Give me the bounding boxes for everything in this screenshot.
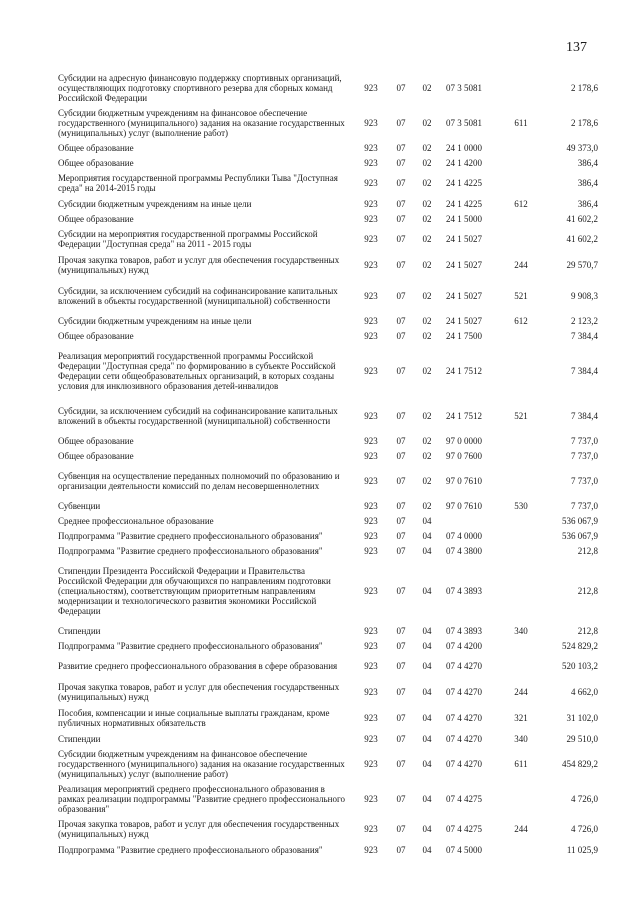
grbs-code: 923 (364, 157, 378, 168)
item-name: Развитие среднего профессионального образования в сфере образования (58, 661, 338, 671)
item-name: Субсидии бюджетным учреждениям на финансовое обеспечение государственного (муниципального) задания на оказание государственных (муниципальных) услуг (выполнение работ) (58, 748, 345, 779)
item-name: Субвенции (58, 500, 101, 511)
table-row (58, 226, 598, 252)
grbs-code: 923 (364, 117, 378, 128)
item-name: Стипендии Президента Российской Федерации и Правительства Российской Федерации для обучающихся по направлениям подготовки (специальностям), соответствующим приоритетным направлениям модернизации и технологического развития экономики Российской Федерации (58, 565, 331, 616)
expense-type-code (508, 70, 534, 105)
expense-type-code (508, 528, 534, 543)
section-code: 07 (396, 450, 406, 461)
section-code: 07 (396, 315, 406, 326)
budget-table (58, 70, 598, 857)
grbs-code: 923 (364, 365, 378, 376)
item-name: Субвенция на осуществление переданных полномочий по образованию и организации деятельности комиссий по делам несовершеннолетних (58, 470, 340, 491)
subsection-code: 02 (422, 82, 432, 93)
table-row (58, 842, 598, 857)
subsection-code: 02 (422, 260, 432, 270)
grbs-code: 923 (364, 178, 378, 188)
table-row (58, 398, 598, 433)
section-code: 07 (396, 530, 406, 541)
subsection-code: 04 (422, 824, 432, 834)
table-row (58, 543, 598, 558)
table-row (58, 70, 598, 105)
expense-type-code (508, 328, 534, 343)
table-row (58, 816, 598, 842)
target-article-code: 24 1 7512 (446, 365, 482, 376)
expense-type-code (508, 558, 534, 623)
target-article-code: 07 3 5081 (446, 82, 482, 93)
expense-type-code (508, 781, 534, 816)
expense-type-code (508, 226, 534, 252)
section-code: 07 (396, 142, 406, 153)
subsection-code: 02 (422, 142, 432, 153)
expense-type-code: 612 (514, 315, 528, 326)
item-name: Стипендии (58, 625, 101, 636)
grbs-code: 923 (364, 213, 378, 224)
section-code: 07 (396, 793, 406, 804)
grbs-code: 923 (364, 330, 378, 341)
target-article-code: 97 0 0000 (446, 435, 482, 446)
section-code: 07 (396, 365, 406, 376)
expense-type-code (508, 343, 534, 398)
subsection-code: 02 (422, 213, 432, 224)
table-row (58, 433, 598, 448)
section-code: 07 (396, 178, 406, 188)
section-code: 07 (396, 234, 406, 244)
grbs-code: 923 (364, 758, 378, 769)
subsection-code: 02 (422, 410, 432, 421)
subsection-code: 04 (422, 530, 432, 541)
table-row (58, 623, 598, 638)
item-name: Общее образование (58, 142, 134, 153)
expense-type-code: 321 (514, 713, 528, 723)
amount: 520 103,2 (562, 661, 598, 671)
item-name: Прочая закупка товаров, работ и услуг для обеспечения государственных (муниципальных) нужд (58, 255, 340, 275)
grbs-code: 923 (364, 315, 378, 326)
grbs-code: 923 (364, 733, 378, 744)
target-article-code: 24 1 5027 (446, 315, 482, 326)
grbs-code: 923 (364, 260, 378, 270)
item-name: Субсидии бюджетным учреждениям на иные цели (58, 315, 252, 326)
table-row (58, 313, 598, 328)
section-code: 07 (396, 661, 406, 671)
subsection-code: 02 (422, 500, 432, 511)
section-code: 07 (396, 198, 406, 209)
target-article-code: 24 1 4225 (446, 178, 482, 188)
section-code: 07 (396, 585, 406, 596)
section-code: 07 (396, 330, 406, 341)
expense-type-code (508, 140, 534, 155)
subsection-code: 04 (422, 585, 432, 596)
target-article-code: 24 1 4200 (446, 157, 482, 168)
subsection-code: 02 (422, 198, 432, 209)
section-code: 07 (396, 625, 406, 636)
table-row (58, 328, 598, 343)
amount: 2 123,2 (571, 315, 598, 326)
target-article-code: 07 3 5081 (446, 117, 482, 128)
expense-type-code (508, 433, 534, 448)
expense-type-code (508, 842, 534, 857)
target-article-code: 24 1 5000 (446, 213, 482, 224)
item-name: Мероприятия государственной программы Республики Тыва "Доступная среда" на 2014-2015 годы (58, 173, 338, 193)
subsection-code: 02 (422, 475, 432, 486)
grbs-code: 923 (364, 625, 378, 636)
table-row (58, 781, 598, 816)
section-code: 07 (396, 758, 406, 769)
subsection-code: 04 (422, 515, 432, 526)
subsection-code: 02 (422, 178, 432, 188)
section-code: 07 (396, 410, 406, 421)
subsection-code: 04 (422, 758, 432, 769)
expense-type-code: 611 (514, 117, 528, 128)
amount: 29 570,7 (566, 260, 598, 270)
amount: 7 737,0 (571, 475, 598, 486)
target-article-code: 24 1 0000 (446, 142, 482, 153)
item-name: Реализация мероприятий среднего профессионального образования в рамках реализации подпрограммы "Развитие среднего профессионального образования" (58, 783, 345, 814)
grbs-code: 923 (364, 687, 378, 697)
table-row (58, 679, 598, 705)
expense-type-code: 244 (514, 687, 528, 697)
subsection-code: 02 (422, 315, 432, 326)
subsection-code: 04 (422, 625, 432, 636)
section-code: 07 (396, 640, 406, 651)
item-name: Стипендии (58, 733, 101, 744)
amount: 212,8 (577, 585, 598, 596)
grbs-code: 923 (364, 450, 378, 461)
section-code: 07 (396, 515, 406, 526)
table-row (58, 448, 598, 463)
table-row (58, 105, 598, 140)
section-code: 07 (396, 260, 406, 270)
amount: 386,4 (577, 157, 598, 168)
expense-type-code (508, 211, 534, 226)
target-article-code: 07 4 4270 (446, 733, 482, 744)
expense-type-code: 521 (514, 410, 528, 421)
grbs-code: 923 (364, 661, 378, 671)
item-name: Общее образование (58, 330, 134, 341)
amount: 2 178,6 (571, 82, 598, 93)
subsection-code: 04 (422, 545, 432, 556)
table-row (58, 528, 598, 543)
item-name: Подпрограмма "Развитие среднего профессионального образования" (58, 844, 323, 855)
target-article-code: 07 4 4200 (446, 640, 482, 651)
amount: 29 510,0 (566, 733, 598, 744)
target-article-code: 07 4 3893 (446, 625, 482, 636)
subsection-code: 02 (422, 450, 432, 461)
section-code: 07 (396, 435, 406, 446)
target-article-code: 24 1 5027 (446, 260, 482, 270)
amount: 4 726,0 (571, 824, 598, 834)
grbs-code: 923 (364, 82, 378, 93)
section-code: 07 (396, 713, 406, 723)
subsection-code: 04 (422, 687, 432, 697)
target-article-code: 07 4 4270 (446, 687, 482, 697)
expense-type-code (508, 653, 534, 679)
target-article-code: 97 0 7610 (446, 500, 482, 511)
amount: 4 726,0 (571, 793, 598, 804)
grbs-code: 923 (364, 585, 378, 596)
subsection-code: 04 (422, 844, 432, 855)
item-name: Подпрограмма "Развитие среднего профессионального образования" (58, 530, 323, 541)
table-row (58, 252, 598, 278)
target-article-code: 07 4 5000 (446, 844, 482, 855)
amount: 31 102,0 (566, 713, 598, 723)
expense-type-code: 340 (514, 625, 528, 636)
amount: 7 737,0 (571, 435, 598, 446)
grbs-code: 923 (364, 640, 378, 651)
grbs-code: 923 (364, 234, 378, 244)
target-article-code: 24 1 7500 (446, 330, 482, 341)
table-row (58, 140, 598, 155)
amount: 7 384,4 (571, 365, 598, 376)
target-article-code: 24 1 4225 (446, 198, 482, 209)
table-row (58, 155, 598, 170)
section-code: 07 (396, 844, 406, 855)
item-name: Субсидии, за исключением субсидий на софинансирование капитальных вложений в объекты государственной (муниципальной) собственности (58, 285, 338, 306)
section-code: 07 (396, 824, 406, 834)
grbs-code: 923 (364, 545, 378, 556)
expense-type-code: 612 (514, 198, 528, 209)
target-article-code: 97 0 7610 (446, 475, 482, 486)
subsection-code: 02 (422, 117, 432, 128)
item-name: Субсидии бюджетным учреждениям на финансовое обеспечение государственного (муниципального) задания на оказание государственных (муниципальных) услуг (выполнение работ) (58, 107, 345, 138)
section-code: 07 (396, 290, 406, 301)
amount: 524 829,2 (562, 640, 598, 651)
section-code: 07 (396, 117, 406, 128)
table-row (58, 746, 598, 781)
target-article-code: 07 4 4275 (446, 793, 482, 804)
table-row (58, 705, 598, 731)
table-row (58, 463, 598, 498)
expense-type-code: 521 (514, 290, 528, 301)
expense-type-code: 611 (514, 758, 528, 769)
amount: 41 602,2 (566, 213, 598, 224)
item-name: Пособия, компенсации и иные социальные выплаты гражданам, кроме публичных нормативных обязательств (58, 708, 330, 728)
expense-type-code (508, 543, 534, 558)
grbs-code: 923 (364, 500, 378, 511)
target-article-code: 07 4 3893 (446, 585, 482, 596)
amount: 49 373,0 (566, 142, 598, 153)
amount: 7 384,4 (571, 410, 598, 421)
item-name: Общее образование (58, 213, 134, 224)
grbs-code: 923 (364, 793, 378, 804)
grbs-code: 923 (364, 290, 378, 301)
table-row (58, 196, 598, 211)
item-name: Субсидии бюджетным учреждениям на иные цели (58, 198, 252, 209)
expense-type-code (508, 463, 534, 498)
amount: 9 908,3 (571, 290, 598, 301)
subsection-code: 02 (422, 157, 432, 168)
amount: 386,4 (577, 198, 598, 209)
table-row (58, 558, 598, 623)
expense-type-code: 244 (514, 824, 528, 834)
item-name: Общее образование (58, 450, 134, 461)
table-row (58, 343, 598, 398)
subsection-code: 02 (422, 365, 432, 376)
item-name: Среднее профессиональное образование (58, 515, 214, 526)
amount: 536 067,9 (562, 515, 598, 526)
subsection-code: 04 (422, 661, 432, 671)
expense-type-code: 244 (514, 260, 528, 270)
subsection-code: 02 (422, 234, 432, 244)
grbs-code: 923 (364, 410, 378, 421)
expense-type-code (508, 638, 534, 653)
table-row (58, 278, 598, 313)
amount: 7 384,4 (571, 330, 598, 341)
section-code: 07 (396, 82, 406, 93)
subsection-code: 04 (422, 640, 432, 651)
item-name: Подпрограмма "Развитие среднего профессионального образования" (58, 640, 323, 651)
item-name: Прочая закупка товаров, работ и услуг для обеспечения государственных (муниципальных) нужд (58, 819, 340, 839)
grbs-code: 923 (364, 515, 378, 526)
expense-type-code: 530 (514, 500, 528, 511)
item-name: Субсидии на мероприятия государственной программы Российской Федерации "Доступная среда" на 2011 - 2015 годы (58, 229, 318, 249)
table-body (58, 70, 598, 857)
amount: 11 025,9 (566, 844, 598, 855)
item-name: Реализация мероприятий государственной программы Российской Федерации "Доступная среда" по формированию в субъекте Российской Федерации сети общеобразовательных организаций, в которых созданы условия для инклюзивного образования детей-инвалидов (58, 350, 336, 391)
target-article-code: 24 1 5027 (446, 234, 482, 244)
amount: 7 737,0 (571, 500, 598, 511)
subsection-code: 02 (422, 290, 432, 301)
grbs-code: 923 (364, 475, 378, 486)
target-article-code: 24 1 7512 (446, 410, 482, 421)
target-article-code: 07 4 0000 (446, 530, 482, 541)
grbs-code: 923 (364, 435, 378, 446)
grbs-code: 923 (364, 824, 378, 834)
item-name: Подпрограмма "Развитие среднего профессионального образования" (58, 545, 323, 556)
table-row (58, 498, 598, 513)
section-code: 07 (396, 687, 406, 697)
grbs-code: 923 (364, 844, 378, 855)
expense-type-code: 340 (514, 733, 528, 744)
amount: 41 602,2 (566, 234, 598, 244)
subsection-code: 02 (422, 330, 432, 341)
amount: 212,8 (577, 625, 598, 636)
page-number: 137 (566, 40, 587, 55)
amount: 2 178,6 (571, 117, 598, 128)
expense-type-code (508, 513, 534, 528)
table-row (58, 731, 598, 746)
expense-type-code (508, 155, 534, 170)
target-article-code: 07 4 4275 (446, 824, 482, 834)
table-row (58, 513, 598, 528)
grbs-code: 923 (364, 142, 378, 153)
target-article-code: 07 4 3800 (446, 545, 482, 556)
grbs-code: 923 (364, 530, 378, 541)
amount: 7 737,0 (571, 450, 598, 461)
target-article-code: 07 4 4270 (446, 661, 482, 671)
section-code: 07 (396, 500, 406, 511)
target-article-code (440, 513, 508, 528)
item-name: Общее образование (58, 435, 134, 446)
grbs-code: 923 (364, 713, 378, 723)
section-code: 07 (396, 213, 406, 224)
target-article-code: 97 0 7600 (446, 450, 482, 461)
amount: 4 662,0 (571, 687, 598, 697)
target-article-code: 07 4 4270 (446, 713, 482, 723)
expense-type-code (508, 170, 534, 196)
subsection-code: 04 (422, 713, 432, 723)
item-name: Субсидии на адресную финансовую поддержку спортивных организаций, осуществляющих подготовку спортивного резерва для сборных команд Российской Федерации (58, 72, 342, 103)
section-code: 07 (396, 545, 406, 556)
subsection-code: 04 (422, 733, 432, 744)
amount: 454 829,2 (562, 758, 598, 769)
table-row (58, 170, 598, 196)
amount: 536 067,9 (562, 530, 598, 541)
section-code: 07 (396, 475, 406, 486)
table-row (58, 211, 598, 226)
amount: 212,8 (577, 545, 598, 556)
section-code: 07 (396, 733, 406, 744)
subsection-code: 02 (422, 435, 432, 446)
item-name: Субсидии, за исключением субсидий на софинансирование капитальных вложений в объекты государственной (муниципальной) собственности (58, 405, 338, 426)
table-row (58, 653, 598, 679)
subsection-code: 04 (422, 793, 432, 804)
section-code: 07 (396, 157, 406, 168)
expense-type-code (508, 448, 534, 463)
target-article-code: 07 4 4270 (446, 758, 482, 769)
item-name: Прочая закупка товаров, работ и услуг для обеспечения государственных (муниципальных) нужд (58, 682, 340, 702)
table-row (58, 638, 598, 653)
target-article-code: 24 1 5027 (446, 290, 482, 301)
grbs-code: 923 (364, 198, 378, 209)
amount: 386,4 (577, 178, 598, 188)
item-name: Общее образование (58, 157, 134, 168)
